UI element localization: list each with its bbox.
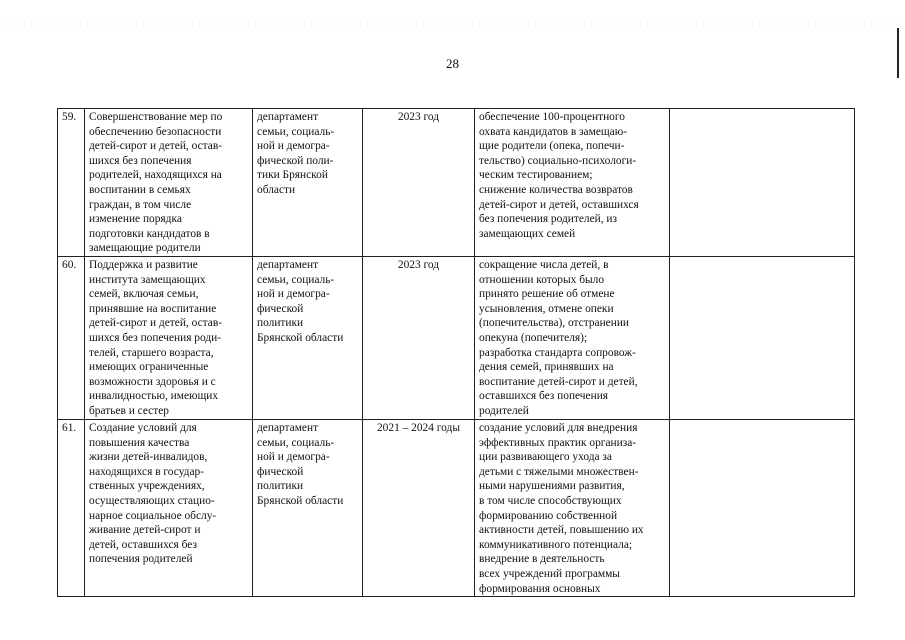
row-number-cell — [58, 257, 85, 420]
scan-noise — [0, 22, 905, 26]
measure-text-line: замещающие родители — [89, 242, 201, 255]
result-text-line: тельство) социально-психологи- — [479, 154, 637, 167]
measure-text-line: шихся без попечения роди- — [89, 331, 222, 344]
result-text-line: родителей — [479, 404, 529, 417]
row-number-cell — [58, 420, 85, 597]
measure-text-line: института замещающих — [89, 273, 206, 286]
deadline-cell — [363, 257, 475, 420]
table-row — [58, 420, 855, 597]
measure-text-line: попечения родителей — [89, 553, 193, 566]
result-text-line: детьми с тяжелыми множествен- — [479, 465, 639, 478]
executor-text-line: фической поли- — [257, 154, 334, 167]
result-text-line: внедрение в деятельность — [479, 553, 605, 566]
note-cell — [670, 257, 855, 420]
executor-text-line: политики — [257, 480, 304, 493]
executor-text-line: Брянской области — [257, 494, 344, 507]
result-text-line: формирования основных — [479, 582, 601, 595]
measure-text-line: шихся без попечения — [89, 154, 192, 167]
result-text-line: ческим тестированием; — [479, 169, 593, 182]
executor-text-line: тики Брянской — [257, 169, 328, 182]
measure-text-line: телей, старшего возраста, — [89, 346, 214, 359]
result-text-line: коммуникативного потенциала; — [479, 538, 633, 551]
result-text-line: щие родители (опека, попечи- — [479, 140, 625, 153]
result-text-line: (попечительства), отстранении — [479, 317, 630, 330]
executor-text-line: области — [257, 183, 296, 196]
result-text-line: всех учреждений программы — [479, 567, 620, 580]
measure-text-line: осуществляющих стацио- — [89, 494, 215, 507]
table-body — [58, 109, 855, 597]
measure-text-line: принявшие на воспитание — [89, 302, 217, 315]
measure-text-line: воспитании в семьях — [89, 183, 191, 196]
measure-text-line: граждан, в том числе — [89, 198, 192, 211]
result-text-line: оставшихся без попечения — [479, 390, 609, 403]
executor-cell — [253, 420, 363, 597]
result-text-line: эффективных практик организа- — [479, 436, 637, 449]
result-text-line: замещающих семей — [479, 227, 576, 240]
executor-text-line: семьи, социаль- — [257, 273, 335, 286]
result-cell — [475, 109, 670, 257]
result-text-line: без попечения родителей, из — [479, 213, 618, 226]
measure-text-line: жизни детей-инвалидов, — [89, 451, 208, 464]
executor-text-line: ной и демогра- — [257, 288, 330, 301]
result-text-line: детей-сирот и детей, оставшихся — [479, 198, 639, 211]
executor-text-line: ной и демогра- — [257, 451, 330, 464]
measure-text-line: родителей, находящихся на — [89, 169, 222, 182]
measure-text-line: находящихся в государ- — [89, 465, 205, 478]
result-text-line: принято решение об отмене — [479, 288, 615, 301]
result-text-line: дения семей, принявших на — [479, 361, 614, 374]
deadline-cell — [363, 420, 475, 597]
measure-text-line: детей, оставшихся без — [89, 538, 197, 551]
measure-text-line: Поддержка и развитие — [89, 259, 198, 271]
table-row — [58, 257, 855, 420]
deadline-text: 2023 год — [397, 111, 440, 123]
measure-text-line: подготовки кандидатов в — [89, 227, 210, 240]
result-text-line: формированию собственной — [479, 509, 618, 522]
result-text-line: снижение количества возвратов — [479, 183, 633, 196]
row-number-cell — [58, 109, 85, 257]
result-text-line: разработка стандарта сопровож- — [479, 346, 636, 359]
executor-text-line: департамент — [257, 111, 319, 123]
deadline-cell — [363, 109, 475, 257]
row-number: 59. — [62, 111, 77, 123]
note-cell — [670, 109, 855, 257]
result-text-line: сокращение числа детей, в — [479, 259, 609, 271]
note-cell — [670, 420, 855, 597]
measure-text-line: детей-сирот и детей, остав- — [89, 140, 222, 153]
measure-text-line: семей, включая семьи, — [89, 288, 199, 301]
row-number: 60. — [62, 259, 77, 271]
measure-cell — [85, 257, 253, 420]
result-text-line: отношении которых было — [479, 273, 605, 286]
result-text-line: обеспечение 100-процентного — [479, 111, 625, 123]
measure-text-line: повышения качества — [89, 436, 190, 449]
measure-text-line: возможности здоровья и с — [89, 375, 216, 388]
executor-cell — [253, 109, 363, 257]
executor-text-line: ной и демогра- — [257, 140, 330, 153]
measures-table — [57, 108, 855, 597]
measure-text-line: Создание условий для — [89, 422, 197, 434]
measure-text-line: изменение порядка — [89, 213, 182, 226]
executor-text-line: фической — [257, 465, 304, 478]
measure-cell — [85, 109, 253, 257]
result-text-line: охвата кандидатов в замещаю- — [479, 125, 627, 138]
deadline-text: 2021 – 2024 годы — [376, 422, 460, 434]
result-text-line: воспитание детей-сирот и детей, — [479, 375, 638, 388]
executor-text-line: семьи, социаль- — [257, 436, 335, 449]
row-number: 61. — [62, 422, 77, 434]
measure-text-line: Совершенствование мер по — [89, 111, 223, 123]
measure-text-line: имеющих ограниченные — [89, 361, 209, 374]
executor-cell — [253, 257, 363, 420]
page-number: 28 — [446, 56, 459, 71]
measure-text-line: живание детей-сирот и — [89, 524, 201, 537]
result-text-line: ции развивающего ухода за — [479, 451, 612, 464]
measure-text-line: инвалидностью, имеющих — [89, 390, 219, 403]
table-row — [58, 109, 855, 257]
executor-text-line: семьи, социаль- — [257, 125, 335, 138]
result-text-line: усыновления, отмене опеки — [479, 302, 614, 315]
executor-text-line: Брянской области — [257, 331, 344, 344]
result-text-line: создание условий для внедрения — [479, 422, 638, 434]
executor-text-line: фической — [257, 302, 304, 315]
executor-text-line: департамент — [257, 422, 319, 434]
measure-text-line: ственных учреждениях, — [89, 480, 205, 493]
measure-cell — [85, 420, 253, 597]
result-cell — [475, 257, 670, 420]
measure-text-line: обеспечению безопасности — [89, 125, 222, 138]
measure-text-line: нарное социальное обслу- — [89, 509, 217, 522]
result-text-line: ными нарушениями развития, — [479, 480, 625, 493]
result-text-line: активности детей, повышению их — [479, 524, 644, 537]
result-cell — [475, 420, 670, 597]
executor-text-line: департамент — [257, 259, 319, 271]
result-text-line: в том числе способствующих — [479, 494, 622, 507]
deadline-text: 2023 год — [397, 259, 440, 271]
executor-text-line: политики — [257, 317, 304, 330]
result-text-line: опекуна (попечителя); — [479, 331, 588, 344]
measure-text-line: братьев и сестер — [89, 404, 169, 417]
measure-text-line: детей-сирот и детей, остав- — [89, 317, 222, 330]
